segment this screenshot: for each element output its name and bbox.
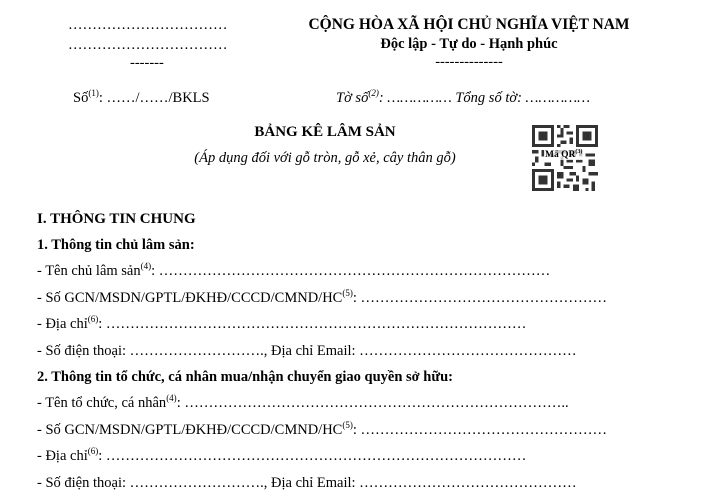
buyer-name-label: - Tên tổ chức, cá nhân — [37, 395, 167, 411]
qr-label-text: Mã QR — [545, 150, 576, 160]
owner-address-row — [37, 316, 526, 333]
national-title: CỘNG HÒA XÃ HỘI CHỦ NGHĨA VIỆT NAM — [308, 16, 630, 33]
buyer-address-label: - Địa chỉ — [37, 448, 88, 464]
buyer-name-blank: : …………………………………………………………………….. — [176, 395, 569, 411]
buyer-contact-label: - Số điện thoại: ………………………., Địa chỉ Email: ……………………………………… — [37, 475, 577, 491]
buyer-address-note: (6) — [87, 446, 99, 457]
form-subtitle: (Áp dụng đối với gỗ tròn, gỗ xẻ, cây thân gỗ) — [194, 150, 456, 166]
document-number — [73, 90, 210, 107]
buyer-id-blank: : …………………………………………… — [352, 422, 608, 438]
sheet-number-label: Tờ số — [336, 90, 369, 106]
sheet-number-note: (2) — [368, 88, 379, 99]
sheet-number-value: : …………… Tổng số tờ: …………… — [378, 90, 591, 106]
owner-name-row — [37, 263, 550, 280]
owner-id-blank: : …………………………………………… — [352, 290, 608, 306]
agency-name-blank-2: …………………………… — [68, 37, 228, 53]
document-number-label: Số — [73, 90, 89, 106]
buyer-name-row — [37, 395, 569, 412]
owner-address-blank: : …………………………………………………………………………… — [98, 316, 527, 332]
owner-name-note: (4) — [140, 261, 152, 272]
owner-id-note: (5) — [342, 288, 353, 299]
right-divider: -------------- — [435, 54, 503, 70]
owner-address-note: (6) — [87, 314, 99, 325]
document-number-value: : ……/……/BKLS — [98, 90, 210, 106]
owner-info-heading: 1. Thông tin chủ lâm sản: — [37, 237, 195, 253]
owner-name-blank: : ……………………………………………………………………… — [151, 263, 551, 279]
left-divider: ------- — [130, 55, 164, 71]
owner-id-label: - Số GCN/MSDN/GPTL/ĐKHĐ/CCCD/CMND/HC — [37, 290, 343, 306]
owner-contact-row — [37, 343, 577, 360]
owner-id-row — [37, 290, 607, 307]
national-motto: Độc lập - Tự do - Hạnh phúc — [380, 36, 558, 52]
buyer-address-blank: : …………………………………………………………………………… — [98, 448, 527, 464]
buyer-info-heading: 2. Thông tin tổ chức, cá nhân mua/nhận chuyển giao quyền sở hữu: — [37, 369, 453, 385]
form-title: BẢNG KÊ LÂM SẢN — [254, 124, 396, 140]
buyer-id-label: - Số GCN/MSDN/GPTL/ĐKHĐ/CCCD/CMND/HC — [37, 422, 343, 438]
buyer-contact-row — [37, 475, 577, 492]
buyer-id-note: (5) — [342, 420, 353, 431]
agency-name-blank-1: …………………………… — [68, 17, 228, 33]
sheet-number — [336, 90, 590, 107]
owner-name-label: - Tên chủ lâm sản — [37, 263, 141, 279]
owner-contact-label: - Số điện thoại: ………………………., Địa chỉ Email: ……………………………………… — [37, 343, 577, 359]
document-number-note: (1) — [88, 88, 99, 99]
buyer-address-row — [37, 448, 526, 465]
qr-code-label — [544, 150, 583, 160]
buyer-name-note: (4) — [166, 393, 177, 404]
owner-address-label: - Địa chỉ — [37, 316, 88, 332]
qr-label-note: (3) — [575, 148, 583, 155]
buyer-id-row — [37, 422, 607, 439]
section-general-info-heading: I. THÔNG TIN CHUNG — [37, 211, 196, 227]
